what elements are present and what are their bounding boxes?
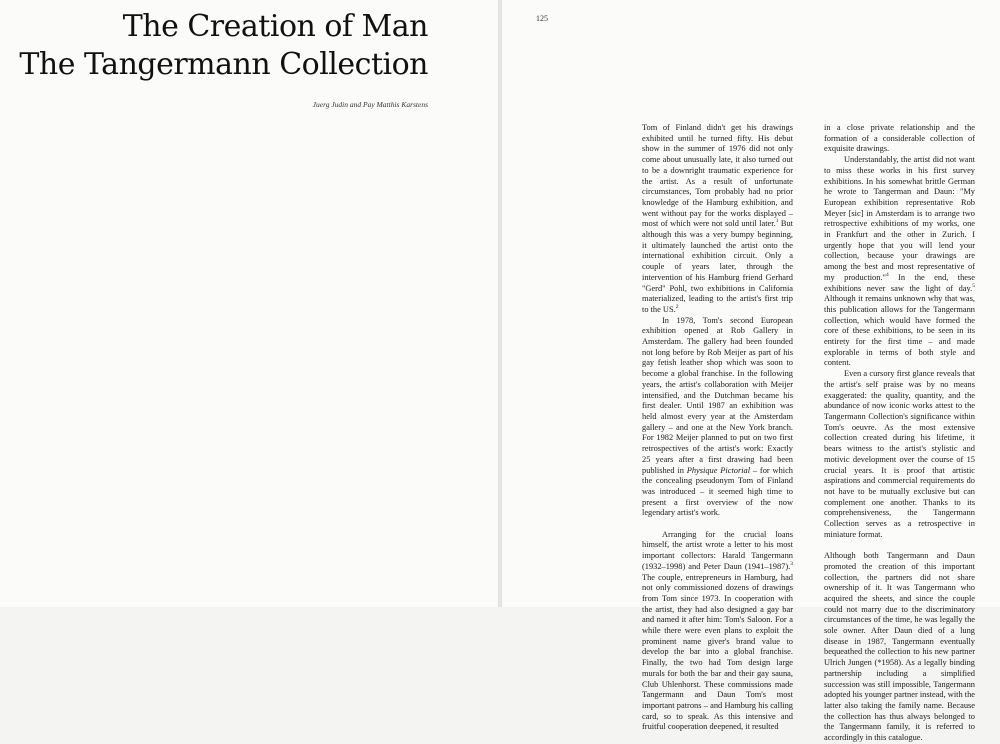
paragraph [642, 316, 793, 519]
footnote-ref: 5 [972, 282, 975, 289]
paragraph [642, 123, 793, 316]
right-page [502, 0, 1000, 743]
paragraph [824, 155, 975, 369]
paragraph: Even a cursory first glance reveals that the artist's self praise was by no means exaggerated: the quality, quantity, and the abundance of now iconic works attest to the Tangermann Collection's significance within Tom's oeuvre. As the most extensive collection created during his lifetime, it bears witness to the artist's stylistic and motivic development over the course of 15 crucial years. It is proof that artistic aspirations and commercial requirements do not have to be mutually exclusive but can complement one another. Thanks to its comprehensiveness, the Tangermann Collection serves as a retrospective in miniature format. [824, 369, 975, 539]
text-column-1 [642, 123, 793, 733]
text-run: The couple, entrepreneurs in Hamburg, had not only commissioned dozens of drawings from Tom since 1973. In cooperation with the artist, they had also designed a gay bar and named it after him: Tom's Saloon. For a while there were even plans to exploit the prominent name giver's brand value to develop the bar into a global franchise. Finally, the two had Tom design large murals for both the bar and their gay sauna, Club Uhlenhorst. These commissions made Tangermann and Daun Tom's most important patrons – and Hamburg his calling card, so to speak. As this intensive and fruitful cooperation deepened, it resulted [642, 572, 793, 732]
paragraph [642, 530, 793, 733]
author-byline: Juerg Judin and Pay Matthis Karstens [312, 100, 428, 109]
paragraph: Although both Tangermann and Daun promoted the creation of this important collection, the partners did not share ownership of it. It was Tangermann who acquired the sheets, and since the couple could not marry due to the discriminatory circumstances of the time, he was legally the sole owner. After Daun died of a lung disease in 1987, Tangermann eventually bequeathed the collection to his new partner Ulrich Jungen (*1958). As a legally binding partnership including a simplified succession was still impossible, Tangermann adopted his younger partner instead, with the latter also taking the family name. Because the collection has thus always belonged to the Tangermann family, it is referred to accordingly in this catalogue. [824, 551, 975, 743]
footnote-ref: 1 [775, 218, 779, 225]
paragraph: in a close private relationship and the formation of a considerable collection of exquisite drawings. [824, 123, 975, 154]
chapter-title [19, 8, 428, 84]
text-run: In 1978, Tom's second European exhibition opened at Rob Gallery in Amsterdam. The gallery had been founded not long before by Rob Meijer as part of his gay fetish leather shop which was soon to become a global franchise. In the following years, the artist's collaboration with Meijer intensified, and the Dutchman became his first dealer. Until 1987 an exhibition was held almost every year at the Amsterdam gallery – and one at the New York branch. For 1982 Meijer planned to put on two first retrospectives of the artist's work: Exactly 25 years after a first drawing had been published in [642, 315, 793, 475]
text-run: Arranging for the crucial loans himself, the artist wrote a letter to his most important collectors: Harald Tangermann (1932–1998) and Peter Daun (1941–1987). [642, 529, 793, 571]
title-line-1: The Creation of Man [122, 9, 428, 44]
text-column-2 [824, 123, 975, 744]
text-run: Although it remains unknown why that was, this publication allows for the Tangermann collection, which would have formed the core of these exhibitions, to be seen in its entirety for the first time – and made explorable in terms of both style and content. [824, 294, 975, 368]
title-line-2: The Tangermann Collection [19, 47, 428, 82]
text-run: – for which the concealing pseudonym Tom of Finland was introduced – it seemed high time to present a first overview of the now legendary artist's work. [642, 465, 793, 518]
text-run: In the end, these exhibitions never saw the light of day. [824, 272, 976, 293]
text-run: Understandably, the artist did not want to miss these works in his first survey exhibitions. In his somewhat brittle German he wrote to Tangerman and Daun: "My European exhibition representative Rob Meyer [sic] in Amsterdam is to arrange two retrospective exhibitions of my works, one in Frankfurt and the other in Zurich. I urgently hope that you will lend your collection, because your drawings are among the best and most representative of my production." [824, 155, 975, 282]
text-run: But although this was a very bumpy beginning, it ultimately launched the artist onto the international exhibition circuit. Only a couple of years later, through the intervention of his Hamburg friend Gerhard "Gerd" Pohl, two exhibitions in California materialized, leading to the artist's first trip to the US. [642, 219, 794, 314]
text-run: Tom of Finland didn't get his drawings exhibited until he turned fifty. His debut show in the summer of 1976 did not only come about unusually late, it also turned out to be a downright traumatic experience for the artist. As a result of unfortunate circumstances, Tom probably had no prior knowledge of the Hamburg exhibition, and went without pay for the works displayed – most of which were not sold until later. [642, 123, 793, 229]
footnote-ref: 4 [885, 272, 889, 279]
page-number: 125 [536, 14, 548, 23]
footnote-ref: 3 [790, 561, 793, 568]
footnote-ref: 2 [675, 304, 679, 311]
publication-title: Physique Pictorial [686, 465, 751, 475]
left-page [0, 0, 498, 607]
